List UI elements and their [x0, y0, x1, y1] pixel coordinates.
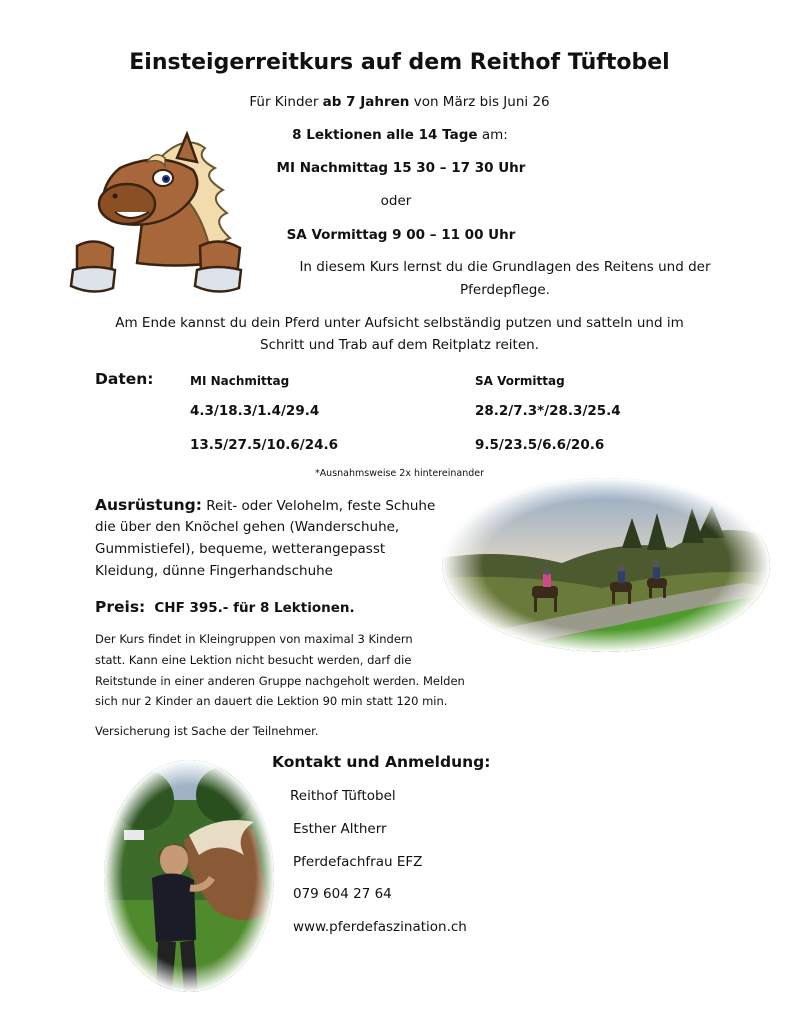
horse-left-hoof: [71, 267, 115, 292]
contact-business-name: Reithof Tüftobel: [290, 788, 396, 804]
page-title: Einsteigerreitkurs auf dem Reithof Tüftobel: [129, 50, 670, 75]
details-line2: statt. Kann eine Lektion nicht besucht werden, darf die: [95, 653, 412, 667]
dates-label: Daten:: [95, 370, 154, 388]
price-label: Preis:: [95, 598, 146, 616]
price-value: CHF 395.- für 8 Lektionen.: [154, 600, 355, 616]
equipment-line2: die über den Knöchel gehen (Wanderschuhe,: [95, 519, 400, 535]
contact-person: Esther Altherr: [293, 821, 387, 837]
intro-line-lessons: 8 Lektionen alle 14 Tage am:: [292, 127, 508, 143]
course-description-line1: In diesem Kurs lernst du die Grundlagen des Reitens und der: [299, 259, 711, 275]
horse-right-hoof: [195, 267, 241, 292]
equipment-line3: Gummistiefel), bequeme, wetterangepasst: [95, 541, 386, 557]
dates-col1-header: MI Nachmittag: [190, 374, 290, 388]
riders-on-trail-photo: [442, 478, 770, 652]
dates-footnote: *Ausnahmsweise 2x hintereinander: [314, 468, 485, 479]
dates-col2-header: SA Vormittag: [475, 374, 565, 388]
intro-time-saturday: SA Vormittag 9 00 – 11 00 Uhr: [286, 227, 516, 243]
dates-col2-row1: 28.2/7.3*/28.3/25.4: [475, 403, 621, 419]
dates-col1-row2: 13.5/27.5/10.6/24.6: [190, 437, 339, 453]
contact-website-link[interactable]: www.pferdefaszination.ch: [293, 919, 467, 935]
intro-oder: oder: [380, 193, 412, 209]
course-goal-line2: Schritt und Trab auf dem Reitplatz reiten.: [260, 337, 539, 353]
equipment-line1: Ausrüstung: Reit- oder Velohelm, feste Schuhe: [95, 496, 436, 514]
contact-phone[interactable]: 079 604 27 64: [293, 886, 392, 902]
equipment-label: Ausrüstung:: [95, 496, 202, 514]
details-line1: Der Kurs findet in Kleingruppen von maximal 3 Kindern: [95, 632, 413, 646]
dates-col2-row2: 9.5/23.5/6.6/20.6: [475, 437, 605, 453]
contact-role: Pferdefachfrau EFZ: [293, 854, 423, 870]
cartoon-horse-illustration: [65, 128, 250, 298]
price-line: [95, 597, 355, 616]
dates-col1-row1: 4.3/18.3/1.4/29.4: [190, 403, 320, 419]
woman-with-horse-photo: [104, 760, 274, 992]
details-line3: Reitstunde in einer anderen Gruppe nachgeholt werden. Melden: [95, 674, 465, 688]
insurance-note: Versicherung ist Sache der Teilnehmer.: [95, 724, 319, 738]
intro-time-wednesday: MI Nachmittag 15 30 – 17 30 Uhr: [276, 160, 526, 176]
course-goal-line1: Am Ende kannst du dein Pferd unter Aufsicht selbständig putzen und satteln und im: [115, 315, 684, 331]
course-description-line2: Pferdepflege.: [460, 282, 550, 298]
details-line4: sich nur 2 Kinder an dauert die Lektion 90 min statt 120 min.: [95, 694, 448, 708]
intro-line-age: Für Kinder ab 7 Jahren von März bis Juni 26: [249, 94, 550, 110]
equipment-line4: Kleidung, dünne Fingerhandschuhe: [95, 563, 333, 579]
horse-nostril: [113, 194, 118, 199]
contact-heading: Kontakt und Anmeldung:: [272, 753, 491, 771]
